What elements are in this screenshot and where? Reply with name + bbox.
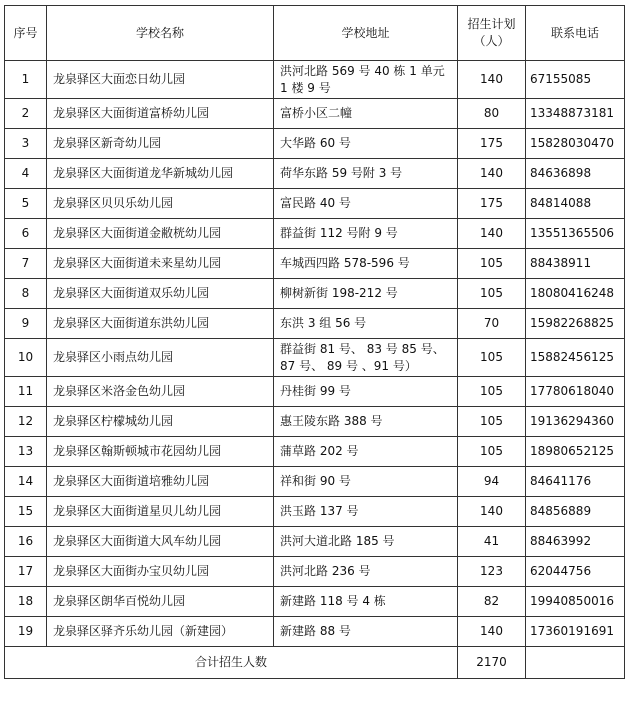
row-no: 4 (5, 159, 47, 189)
row-enrollment-plan: 140 (458, 61, 526, 99)
table-row (5, 467, 625, 497)
row-school-address: 柳树新街 198-212 号 (274, 279, 458, 309)
table-row (5, 377, 625, 407)
row-no: 2 (5, 99, 47, 129)
header-no: 序号 (5, 6, 47, 61)
row-enrollment-plan: 94 (458, 467, 526, 497)
row-enrollment-plan: 140 (458, 159, 526, 189)
row-phone: 88438911 (526, 249, 625, 279)
total-label: 合计招生人数 (5, 647, 458, 679)
row-phone: 19940850016 (526, 587, 625, 617)
table-row (5, 617, 625, 647)
table-row (5, 219, 625, 249)
row-phone: 67155085 (526, 61, 625, 99)
total-empty-cell (526, 647, 625, 679)
row-school-address: 群益街 81 号、 83 号 85 号、87 号、 89 号 、91 号） (274, 339, 458, 377)
row-school-address: 祥和街 90 号 (274, 467, 458, 497)
row-school-name: 龙泉驿区大面街道培雅幼儿园 (47, 467, 274, 497)
row-school-name: 龙泉驿区大面街办宝贝幼儿园 (47, 557, 274, 587)
row-school-name: 龙泉驿区驿齐乐幼儿园（新建园） (47, 617, 274, 647)
row-school-name: 龙泉驿区翰斯顿城市花园幼儿园 (47, 437, 274, 467)
row-no: 14 (5, 467, 47, 497)
table-row (5, 587, 625, 617)
row-phone: 84641176 (526, 467, 625, 497)
header-school-address: 学校地址 (274, 6, 458, 61)
row-phone: 13551365506 (526, 219, 625, 249)
row-no: 19 (5, 617, 47, 647)
row-phone: 17780618040 (526, 377, 625, 407)
row-phone: 84814088 (526, 189, 625, 219)
row-enrollment-plan: 140 (458, 617, 526, 647)
row-no: 7 (5, 249, 47, 279)
row-school-address: 荷华东路 59 号附 3 号 (274, 159, 458, 189)
row-enrollment-plan: 140 (458, 219, 526, 249)
row-phone: 84856889 (526, 497, 625, 527)
row-school-name: 龙泉驿区大面街道富桥幼儿园 (47, 99, 274, 129)
table-row (5, 61, 625, 99)
header-phone: 联系电话 (526, 6, 625, 61)
table-row (5, 437, 625, 467)
row-no: 15 (5, 497, 47, 527)
row-phone: 15828030470 (526, 129, 625, 159)
row-school-name: 龙泉驿区朗华百悦幼儿园 (47, 587, 274, 617)
table-row (5, 407, 625, 437)
table-row (5, 189, 625, 219)
table-body (5, 61, 625, 647)
row-no: 8 (5, 279, 47, 309)
row-school-name: 龙泉驿区大面街道未来星幼儿园 (47, 249, 274, 279)
row-school-name: 龙泉驿区大面恋日幼儿园 (47, 61, 274, 99)
row-school-address: 大华路 60 号 (274, 129, 458, 159)
row-school-name: 龙泉驿区大面街道东洪幼儿园 (47, 309, 274, 339)
row-no: 5 (5, 189, 47, 219)
table-row (5, 557, 625, 587)
row-school-address: 洪河北路 236 号 (274, 557, 458, 587)
kindergarten-enrollment-table (4, 5, 625, 679)
total-value: 2170 (458, 647, 526, 679)
row-school-address: 车城西四路 578-596 号 (274, 249, 458, 279)
row-no: 3 (5, 129, 47, 159)
row-school-address: 东洪 3 组 56 号 (274, 309, 458, 339)
table-row (5, 159, 625, 189)
row-school-address: 新建路 88 号 (274, 617, 458, 647)
table-row (5, 497, 625, 527)
table-row (5, 249, 625, 279)
row-phone: 13348873181 (526, 99, 625, 129)
row-school-address: 新建路 118 号 4 栋 (274, 587, 458, 617)
row-school-name: 龙泉驿区柠檬城幼儿园 (47, 407, 274, 437)
row-phone: 17360191691 (526, 617, 625, 647)
row-school-address: 富桥小区二幢 (274, 99, 458, 129)
row-enrollment-plan: 70 (458, 309, 526, 339)
header-school-name: 学校名称 (47, 6, 274, 61)
row-enrollment-plan: 175 (458, 129, 526, 159)
row-school-address: 富民路 40 号 (274, 189, 458, 219)
row-phone: 62044756 (526, 557, 625, 587)
row-enrollment-plan: 105 (458, 279, 526, 309)
row-school-address: 洪河北路 569 号 40 栋 1 单元 1 楼 9 号 (274, 61, 458, 99)
row-no: 12 (5, 407, 47, 437)
row-no: 16 (5, 527, 47, 557)
row-school-name: 龙泉驿区贝贝乐幼儿园 (47, 189, 274, 219)
row-phone: 88463992 (526, 527, 625, 557)
row-school-name: 龙泉驿区大面街道双乐幼儿园 (47, 279, 274, 309)
table-header-row (5, 6, 625, 61)
row-enrollment-plan: 105 (458, 249, 526, 279)
row-school-address: 蒲草路 202 号 (274, 437, 458, 467)
row-enrollment-plan: 123 (458, 557, 526, 587)
row-no: 13 (5, 437, 47, 467)
row-school-name: 龙泉驿区大面街道龙华新城幼儿园 (47, 159, 274, 189)
row-school-address: 洪玉路 137 号 (274, 497, 458, 527)
row-phone: 15982268825 (526, 309, 625, 339)
row-enrollment-plan: 175 (458, 189, 526, 219)
row-phone: 19136294360 (526, 407, 625, 437)
row-phone: 15882456125 (526, 339, 625, 377)
row-school-name: 龙泉驿区大面街道大风车幼儿园 (47, 527, 274, 557)
row-no: 11 (5, 377, 47, 407)
row-enrollment-plan: 82 (458, 587, 526, 617)
row-enrollment-plan: 80 (458, 99, 526, 129)
row-school-address: 惠王陵东路 388 号 (274, 407, 458, 437)
row-enrollment-plan: 105 (458, 437, 526, 467)
row-enrollment-plan: 41 (458, 527, 526, 557)
row-no: 17 (5, 557, 47, 587)
header-enrollment-plan: 招生计划（人） (458, 6, 526, 61)
row-no: 10 (5, 339, 47, 377)
row-phone: 84636898 (526, 159, 625, 189)
row-enrollment-plan: 140 (458, 497, 526, 527)
table-row (5, 279, 625, 309)
table-row (5, 99, 625, 129)
row-school-name: 龙泉驿区大面街道星贝儿幼儿园 (47, 497, 274, 527)
row-phone: 18980652125 (526, 437, 625, 467)
row-no: 9 (5, 309, 47, 339)
row-school-name: 龙泉驿区米洛金色幼儿园 (47, 377, 274, 407)
table-row (5, 339, 625, 377)
row-phone: 18080416248 (526, 279, 625, 309)
row-school-name: 龙泉驿区大面街道金敝桄幼儿园 (47, 219, 274, 249)
table-row (5, 129, 625, 159)
row-enrollment-plan: 105 (458, 377, 526, 407)
table-row (5, 527, 625, 557)
row-school-address: 群益街 112 号附 9 号 (274, 219, 458, 249)
row-school-name: 龙泉驿区小雨点幼儿园 (47, 339, 274, 377)
row-enrollment-plan: 105 (458, 339, 526, 377)
row-no: 1 (5, 61, 47, 99)
row-school-address: 洪河大道北路 185 号 (274, 527, 458, 557)
row-no: 6 (5, 219, 47, 249)
table-row (5, 309, 625, 339)
total-row (5, 647, 625, 679)
row-no: 18 (5, 587, 47, 617)
row-school-name: 龙泉驿区新奇幼儿园 (47, 129, 274, 159)
row-school-address: 丹桂街 99 号 (274, 377, 458, 407)
row-enrollment-plan: 105 (458, 407, 526, 437)
